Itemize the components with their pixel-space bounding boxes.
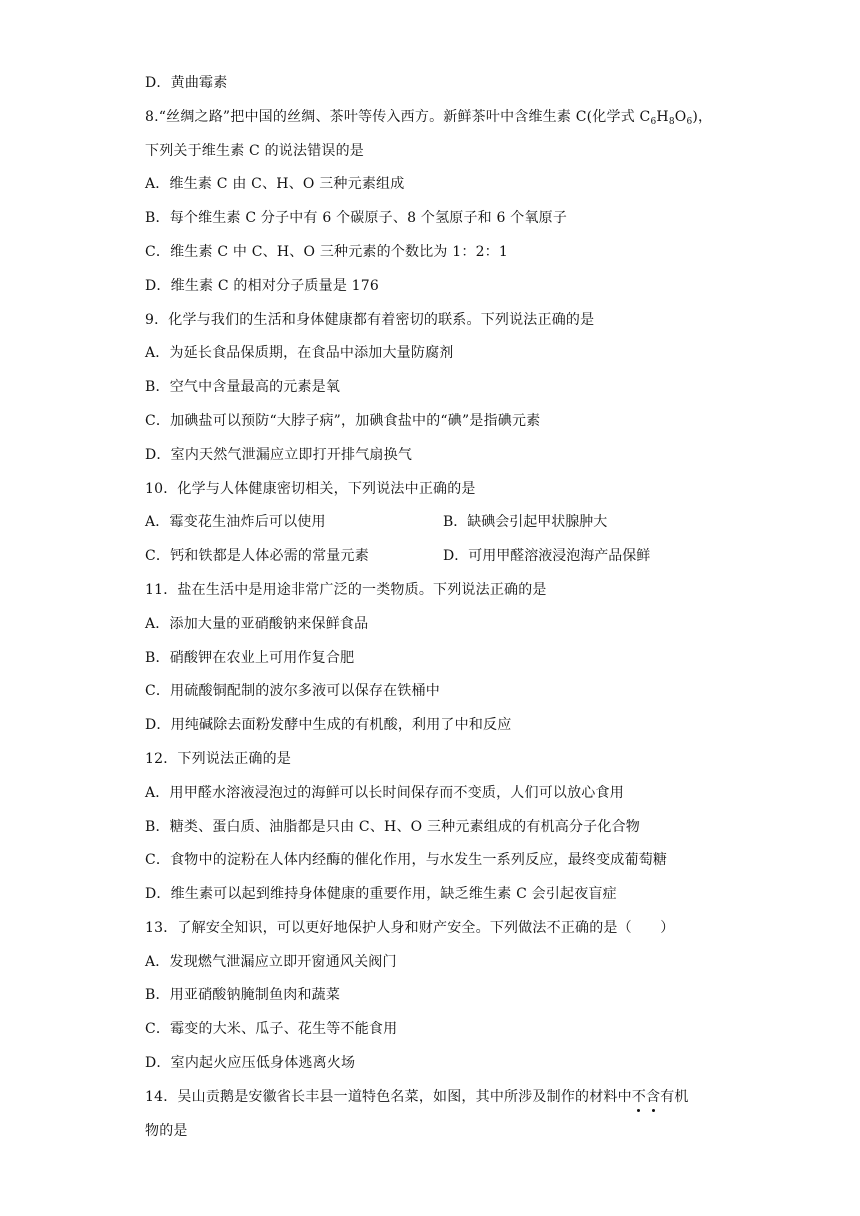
q10-stem: 10．化学与人体健康密切相关，下列说法中正确的是 bbox=[145, 481, 476, 497]
q8-option-b: B．每个维生素 C 分子中有 6 个碳原子、8 个氢原子和 6 个氧原子 bbox=[145, 210, 568, 226]
q8-stem-text: 8.“丝绸之路”把中国的丝绸、茶叶等传入西方。新鲜茶叶中含维生素 C(化学式 C bbox=[145, 109, 651, 125]
q11-option-d: D．用纯碱除去面粉发酵中生成的有机酸，利用了中和反应 bbox=[145, 717, 512, 733]
q13-option-c: C．霉变的大米、瓜子、花生等不能食用 bbox=[145, 1021, 398, 1037]
q8-option-d: D．维生素 C 的相对分子质量是 176 bbox=[145, 278, 380, 294]
emphasis-char-not: 不 bbox=[631, 1089, 647, 1105]
q12-stem: 12．下列说法正确的是 bbox=[145, 751, 292, 767]
q12-option-b: B．糖类、蛋白质、油脂都是只由 C、H、O 三种元素组成的有机高分子化合物 bbox=[145, 819, 640, 835]
q9-option-b: B．空气中含量最高的元素是氧 bbox=[145, 379, 341, 395]
emphasis-char-contain: 含 bbox=[646, 1089, 661, 1105]
q13-stem: 13．了解安全知识，可以更好地保护人身和财产安全。下列做法不正确的是（ ） bbox=[145, 920, 675, 936]
formula-sub-c: 6 bbox=[650, 117, 657, 127]
q13-option-a: A．发现燃气泄漏应立即开窗通风关阀门 bbox=[145, 954, 397, 970]
q9-option-d: D．室内天然气泄漏应立即打开排气扇换气 bbox=[145, 447, 413, 463]
q10-option-a: A．霉变花生油炸后可以使用 bbox=[145, 514, 326, 530]
q11-stem: 11．盐在生活中是用途非常广泛的一类物质。下列说法正确的是 bbox=[145, 582, 547, 598]
q8-stem bbox=[145, 107, 712, 127]
formula-h: H bbox=[656, 109, 669, 125]
q11-option-b: B．硝酸钾在农业上可用作复合肥 bbox=[145, 650, 355, 666]
formula-o: O bbox=[674, 109, 687, 125]
q12-option-a: A．用甲醛水溶液浸泡过的海鲜可以长时间保存而不变质，人们可以放心食用 bbox=[145, 785, 624, 801]
q14-stem-text: 14．吴山贡鹅是安徽省长丰县一道特色名菜，如图，其中所涉及制作的材料中 bbox=[145, 1089, 632, 1105]
q11-option-c: C．用硫酸铜配制的波尔多液可以保存在铁桶中 bbox=[145, 683, 440, 699]
q14-stem-text-end: 有机 bbox=[660, 1089, 689, 1105]
q8-option-a: A．维生素 C 由 C、H、O 三种元素组成 bbox=[145, 176, 405, 192]
q10-option-c: C．钙和铁都是人体必需的常量元素 bbox=[145, 548, 369, 564]
formula-sub-h: 8 bbox=[668, 117, 675, 127]
q13-option-b: B．用亚硝酸钠腌制鱼肉和蔬菜 bbox=[145, 987, 341, 1003]
q14-stem-line2: 物的是 bbox=[145, 1123, 188, 1139]
q11-option-a: A．添加大量的亚硝酸钠来保鲜食品 bbox=[145, 616, 369, 632]
q13-option-d: D．室内起火应压低身体逃离火场 bbox=[145, 1055, 356, 1071]
q9-option-a: A．为延长食品保质期，在食品中添加大量防腐剂 bbox=[145, 345, 454, 361]
formula-close: )， bbox=[692, 109, 713, 125]
q14-stem bbox=[145, 1087, 689, 1107]
q9-option-c: C．加碘盐可以预防“大脖子病”，加碘食盐中的“碘”是指碘元素 bbox=[145, 413, 541, 429]
q8-stem-line2: 下列关于维生素 C 的说法错误的是 bbox=[145, 143, 365, 159]
q8-option-c: C．维生素 C 中 C、H、O 三种元素的个数比为 1：2：1 bbox=[145, 244, 508, 260]
q10-option-b: B．缺碘会引起甲状腺肿大 bbox=[443, 514, 608, 530]
q12-option-d: D．维生素可以起到维持身体健康的重要作用，缺乏维生素 C 会引起夜盲症 bbox=[145, 886, 617, 902]
q12-option-c: C．食物中的淀粉在人体内经酶的催化作用，与水发生一系列反应，最终变成葡萄糖 bbox=[145, 852, 668, 868]
q10-option-d: D．可用甲醛溶液浸泡海产品保鲜 bbox=[443, 548, 651, 564]
formula-sub-o: 6 bbox=[686, 117, 693, 127]
q7-option-d: D．黄曲霉素 bbox=[145, 75, 228, 91]
q9-stem: 9．化学与我们的生活和身体健康都有着密切的联系。下列说法正确的是 bbox=[145, 312, 595, 328]
